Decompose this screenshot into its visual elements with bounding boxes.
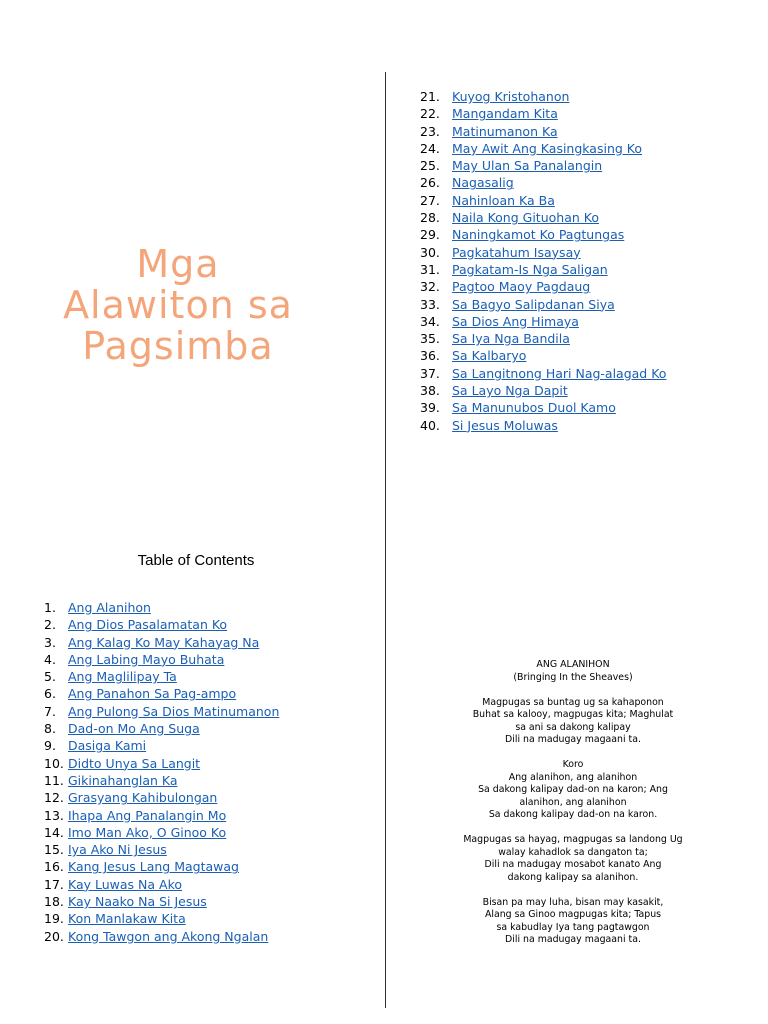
toc-item-number: 26. — [420, 175, 440, 191]
toc-item-number: 2. — [44, 617, 56, 633]
toc-item — [420, 244, 666, 261]
toc-item — [420, 105, 666, 122]
lyric-line: walay kahadlok sa dangaton ta; — [498, 846, 648, 858]
toc-item-number: 37. — [420, 365, 440, 381]
toc-item-number: 19. — [44, 911, 64, 927]
toc-item — [44, 928, 279, 945]
toc-item-number: 10. — [44, 755, 64, 771]
toc-item-number: 11. — [44, 772, 64, 788]
toc-item-number: 8. — [44, 721, 56, 737]
toc-item — [44, 789, 279, 806]
toc-item-link[interactable]: Matinumanon Ka — [452, 123, 558, 139]
toc-item-number: 40. — [420, 417, 440, 433]
page-title — [30, 244, 326, 367]
toc-item — [420, 296, 666, 313]
toc-item — [420, 278, 666, 295]
toc-item — [420, 123, 666, 140]
toc-item-number: 4. — [44, 651, 56, 667]
lyric-line: Buhat sa kalooy, magpugas kita; Maghulat — [472, 709, 674, 720]
lyric-line: Magpugas sa buntag ug sa kahaponon — [482, 696, 664, 708]
toc-item-number: 27. — [420, 192, 440, 208]
lyric-line: Dili na madugay mosabot kanato Ang — [484, 859, 662, 870]
toc-item — [44, 755, 279, 772]
lyric-line: Sa dakong kalipay dad-on na karon. — [488, 809, 658, 820]
toc-item-number: 16. — [44, 859, 64, 875]
toc-item — [420, 330, 666, 347]
toc-item-number: 31. — [420, 261, 440, 277]
toc-item-number: 9. — [44, 738, 56, 754]
toc-item — [44, 720, 279, 737]
toc-item-link[interactable]: Pagtoo Maoy Pagdaug — [452, 279, 591, 295]
toc-item — [44, 616, 279, 633]
toc-item-number: 7. — [44, 703, 56, 719]
toc-item-link[interactable]: Sa Manunubos Duol Kamo — [452, 400, 616, 416]
toc-item-link[interactable]: Ang Labing Mayo Buhata — [68, 651, 225, 667]
toc-item-number: 23. — [420, 123, 440, 139]
toc-item-link[interactable]: Kay Luwas Na Ako — [68, 876, 183, 892]
toc-item-link[interactable]: Pagkatahum Isaysay — [452, 244, 581, 260]
toc-item-link[interactable]: Naningkamot Ko Pagtungas — [452, 227, 625, 243]
song-heading — [440, 659, 706, 684]
lyric-line: Dili na madugay magaani ta. — [505, 734, 641, 745]
song-title: ANG ALANIHON — [536, 659, 610, 670]
toc-item-link[interactable]: Kang Jesus Lang Magtawag — [68, 859, 239, 875]
toc-item — [44, 893, 279, 910]
song-chorus — [440, 759, 706, 822]
toc-item-link[interactable]: Ihapa Ang Panalangin Mo — [68, 807, 227, 823]
toc-item-number: 3. — [44, 634, 56, 650]
toc-item-number: 12. — [44, 790, 64, 806]
page-title-line-2: Alawiton sa — [63, 283, 293, 327]
toc-item — [44, 824, 279, 841]
toc-item-link[interactable]: May Awit Ang Kasingkasing Ko — [452, 140, 643, 156]
toc-item-link[interactable]: Kuyog Kristohanon — [452, 89, 570, 104]
page-title-line-3: Pagsimba — [82, 324, 274, 368]
toc-item — [44, 703, 279, 720]
toc-item-number: 1. — [44, 600, 56, 615]
song-subtitle: (Bringing In the Sheaves) — [513, 671, 633, 683]
toc-item — [44, 668, 279, 685]
toc-item-link[interactable]: Dasiga Kami — [68, 738, 147, 754]
toc-item-link[interactable]: Nahinloan Ka Ba — [452, 192, 555, 208]
toc-item — [420, 209, 666, 226]
toc-item-link[interactable]: Dad-on Mo Ang Suga — [68, 721, 200, 737]
toc-item-link[interactable]: Si Jesus Moluwas — [452, 417, 558, 433]
toc-item-number: 15. — [44, 842, 64, 858]
toc-item-link[interactable]: Ang Maglilipay Ta — [68, 669, 177, 685]
toc-item — [420, 347, 666, 364]
column-divider — [385, 72, 386, 1008]
toc-item-number: 34. — [420, 313, 440, 329]
toc-item — [44, 807, 279, 824]
toc-item-link[interactable]: Sa Iya Nga Bandila — [452, 331, 570, 347]
toc-item — [44, 737, 279, 754]
chorus-label: Koro — [562, 759, 584, 770]
toc-item — [420, 399, 666, 416]
toc-item-link[interactable]: Imo Man Ako, O Ginoo Ko — [68, 824, 227, 840]
toc-item-number: 38. — [420, 383, 440, 399]
toc-item — [44, 651, 279, 668]
toc-item — [420, 140, 666, 157]
toc-item — [420, 417, 666, 434]
toc-item — [420, 157, 666, 174]
toc-item-link[interactable]: Ang Kalag Ko May Kahayag Na — [68, 634, 260, 650]
toc-item-number: 14. — [44, 824, 64, 840]
toc-item-link[interactable]: Naila Kong Gituohan Ko — [452, 210, 599, 226]
song-verse-3 — [440, 897, 706, 947]
toc-item-link[interactable]: Sa Kalbaryo — [452, 348, 527, 364]
toc-item-link[interactable]: Didto Unya Sa Langit — [68, 755, 201, 771]
toc-item-link[interactable]: Kong Tawgon ang Akong Ngalan — [68, 928, 269, 944]
song-verse-2 — [440, 834, 706, 884]
toc-item-number: 13. — [44, 807, 64, 823]
lyric-line: dakong kalipay sa alanihon. — [507, 871, 639, 883]
toc-item-link[interactable]: May Ulan Sa Panalangin — [452, 158, 603, 174]
toc-item — [44, 634, 279, 651]
page-title-line-1: Mga — [136, 242, 220, 286]
toc-item-number: 35. — [420, 331, 440, 347]
toc-item — [420, 313, 666, 330]
toc-item-number: 6. — [44, 686, 56, 702]
lyric-line: Bisan pa may luha, bisan may kasakit, — [482, 896, 664, 908]
toc-item-number: 21. — [420, 89, 440, 104]
lyric-line: Dili na madugay magaani ta. — [505, 934, 641, 945]
toc-item-link[interactable]: Kay Naako Na Si Jesus — [68, 894, 207, 910]
toc-item-number: 30. — [420, 244, 440, 260]
toc-item — [420, 261, 666, 278]
toc-item-link[interactable]: Ang Alanihon — [68, 600, 151, 615]
toc-item-link[interactable]: Gikinahanglan Ka — [68, 772, 178, 788]
toc-item-link[interactable]: Iya Ako Ni Jesus — [68, 842, 167, 858]
toc-item-link[interactable]: Ang Pulong Sa Dios Matinumanon — [68, 703, 280, 719]
toc-item-number: 5. — [44, 669, 56, 685]
toc-item-link[interactable]: Nagasalig — [452, 175, 514, 191]
toc-item-number: 17. — [44, 876, 64, 892]
lyric-line: sa ani sa dakong kalipay — [515, 721, 631, 733]
lyric-line: alanihon, ang alanihon — [519, 796, 627, 808]
lyric-line: Magpugas sa hayag, magpugas sa landong Ug — [463, 834, 683, 845]
song-lyrics — [440, 659, 706, 959]
toc-list-right — [420, 88, 666, 434]
toc-item-number: 22. — [420, 106, 440, 122]
lyric-line: Alang sa Ginoo magpugas kita; Tapus — [484, 909, 662, 920]
toc-item — [420, 88, 666, 105]
toc-item-link[interactable]: Pagkatam-Is Nga Saligan — [452, 261, 608, 277]
toc-heading: Table of Contents — [137, 552, 255, 569]
toc-item-link[interactable]: Sa Langitnong Hari Nag-alagad Ko — [452, 365, 667, 381]
toc-item — [44, 772, 279, 789]
toc-item — [44, 841, 279, 858]
toc-item-link[interactable]: Ang Dios Pasalamatan Ko — [68, 617, 228, 633]
toc-item-number: 29. — [420, 227, 440, 243]
toc-item-number: 32. — [420, 279, 440, 295]
toc-item-link[interactable]: Sa Dios Ang Himaya — [452, 313, 579, 329]
toc-item-number: 24. — [420, 140, 440, 156]
toc-item-link[interactable]: Kon Manlakaw Kita — [68, 911, 186, 927]
toc-item — [420, 192, 666, 209]
lyric-line: Ang alanihon, ang alanihon — [508, 771, 638, 783]
toc-item — [44, 876, 279, 893]
toc-item-link[interactable]: Sa Layo Nga Dapit — [452, 383, 568, 399]
toc-item-link[interactable]: Ang Panahon Sa Pag-ampo — [68, 686, 237, 702]
toc-item-number: 28. — [420, 210, 440, 226]
toc-item-number: 36. — [420, 348, 440, 364]
toc-item — [44, 858, 279, 875]
toc-item-number: 18. — [44, 894, 64, 910]
toc-item-number: 39. — [420, 400, 440, 416]
toc-item-number: 25. — [420, 158, 440, 174]
toc-item — [420, 365, 666, 382]
song-verse-1 — [440, 697, 706, 747]
toc-list-left — [44, 599, 279, 945]
toc-item — [44, 599, 279, 616]
toc-item — [420, 382, 666, 399]
toc-item — [420, 226, 666, 243]
toc-item-number: 33. — [420, 296, 440, 312]
toc-item-link[interactable]: Sa Bagyo Salipdanan Siya — [452, 296, 615, 312]
toc-item — [44, 910, 279, 927]
toc-item — [420, 174, 666, 191]
toc-item-number: 20. — [44, 928, 64, 944]
lyric-line: sa kabudlay Iya tang pagtawgon — [496, 921, 650, 933]
toc-item — [44, 685, 279, 702]
lyric-line: Sa dakong kalipay dad-on na karon; Ang — [478, 784, 668, 795]
toc-item-link[interactable]: Grasyang Kahibulongan — [68, 790, 218, 806]
toc-item-link[interactable]: Mangandam Kita — [452, 106, 558, 122]
